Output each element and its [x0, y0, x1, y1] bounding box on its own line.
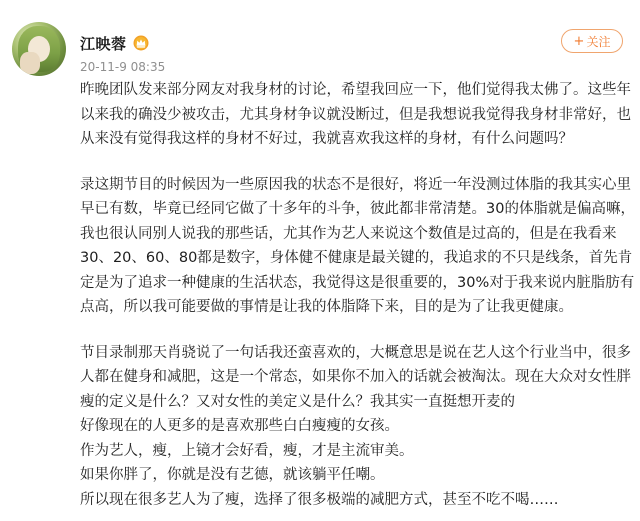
text-line: 好像现在的人更多的是喜欢那些白白瘦瘦的女孩。 — [80, 418, 399, 434]
text-line: 节目录制那天肖骁说了一句话我还蛮喜欢的，大概意思是说在艺人这个行业当中，很多 — [80, 344, 631, 361]
text-line: 所以现在很多艺人为了瘦，选择了很多极端的减肥方式，甚至不吃不喝…… — [80, 491, 559, 508]
follow-label: 关注 — [586, 34, 611, 49]
follow-button[interactable] — [561, 29, 623, 53]
text-line: 如果你胖了，你就是没有艺德，就该躺平任嘲。 — [80, 467, 385, 483]
author-name[interactable]: 江映蓉 — [80, 34, 127, 53]
text-line: 我也很认同别人说我的那些话，尤其作为艺人来说这个数值是过高的，但是在我看来 — [80, 225, 617, 242]
avatar-hand — [20, 52, 40, 74]
text-line: 以来我的确没少被攻击，尤其身材争议就没断过，但是我想说我觉得我身材非常好，也 — [80, 106, 631, 123]
text-line: 定是为了追求一种健康的生活状态，我觉得这是很重要的，30%对于我来说内脏脂肪有 — [80, 274, 635, 291]
author-row — [80, 32, 149, 54]
text-line: 录这期节目的时候因为一些原因我的状态不是很好，将近一年没测过体脂的我其实心里 — [80, 176, 631, 193]
text-line: 瘦的定义是什么？又对女性的美定义是什么？我其实一直挺想开麦的 — [80, 393, 515, 410]
text-line: 早已有数，毕竟已经同它做了十多年的斗争，彼此都非常清楚。30的体脂就是偏高嘛， — [80, 201, 635, 217]
post-body — [80, 78, 635, 512]
avatar[interactable] — [12, 22, 66, 76]
paragraph — [80, 341, 630, 513]
paragraph — [80, 78, 630, 152]
text-line: 人都在健身和减肥，这是一个常态，如果你不加入的话就会被淘汰。现在大众对女性胖 — [80, 369, 631, 385]
text-line: 从来没有觉得我这样的身材不好过，我就喜欢我这样的身材，有什么问题吗？ — [80, 131, 573, 147]
text-line: 作为艺人，瘦，上镜才会好看，瘦，才是主流审美。 — [80, 442, 414, 459]
crown-badge-icon — [133, 35, 149, 51]
paragraph — [80, 173, 635, 320]
paragraph-gap — [80, 152, 630, 173]
paragraph-gap — [80, 320, 630, 341]
text-line: 点高，所以我可能要做的事情是让我的体脂降下来，目的是为了让我更健康。 — [80, 299, 573, 315]
text-line: 昨晚团队发来部分网友对我身材的讨论，希望我回应一下，他们觉得我太佛了。这些年 — [80, 82, 631, 98]
text-line: 30、20、60、80都是数字，身体健不健康是最关键的，我追求的不只是线条，首先肯 — [80, 250, 633, 266]
plus-icon: + — [573, 33, 585, 49]
post-timestamp: 20-11-9 08:35 — [80, 60, 166, 74]
